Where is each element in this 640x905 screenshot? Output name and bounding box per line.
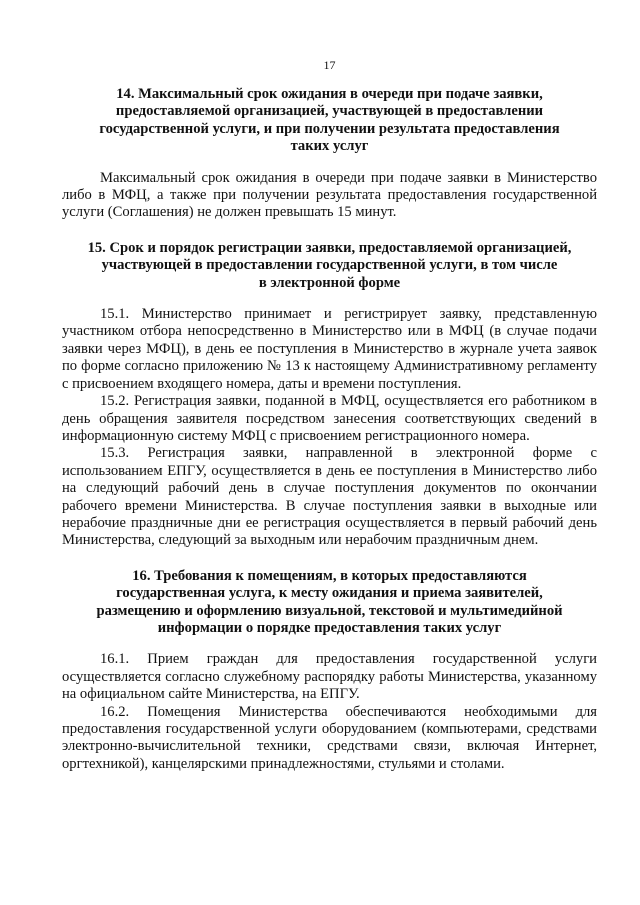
heading-line: предоставляемой организацией, участвующей в предоставлении [115,103,544,120]
section-15 [62,240,597,550]
section-heading [62,240,597,292]
document-page [62,58,597,773]
heading-line: информации о порядке предоставления таких услуг [157,619,502,636]
heading-line: государственной услуги, и при получении результата предоставления [99,120,560,137]
paragraph-15-1: 15.1. Министерство принимает и регистрирует заявку, представленную участником отбора непосредственно в Министерство или в МФЦ (в случае подачи заявки через МФЦ), в день ее поступления в Министерство в журнале учета заявок по форме согласно приложению № 13 к настоящему Административному регламенту с присвоением входящего номера, даты и времени поступления. [62,306,597,392]
paragraph-15-3: 15.3. Регистрация заявки, направленной в электронной форме с использованием ЕПГУ, осуществляется в день ее поступления в Министерство либо на следующий рабочий день в случае поступления документов по окончании рабочего времени Министерства. В случае поступления заявки в выходные или нерабочие праздничные дни ее регистрация осуществляется в первый рабочий день Министерства, следующий за выходным или нерабочим праздничным днем. [62,445,597,549]
paragraph-15-2: 15.2. Регистрация заявки, поданной в МФЦ, осуществляется его работником в день обращения заявителя посредством занесения соответствующих сведений в информационную систему МФЦ с присвоением регистрационного номера. [62,393,597,444]
heading-line: 15. Срок и порядок регистрации заявки, предоставляемой организацией, [87,239,572,256]
section-heading [62,568,597,638]
paragraph-16-1: 16.1. Прием граждан для предоставления государственной услуги осуществляется согласно служебному распорядку работы Министерства, указанному на официальном сайте Министерства, на ЕПГУ. [62,651,597,703]
heading-line: государственная услуга, к месту ожидания и приема заявителей, [116,585,543,602]
section-heading [62,86,597,156]
paragraph: Максимальный срок ожидания в очереди при подаче заявки в Министерство либо в МФЦ, а также при получении результата предоставления государственной услуги (Соглашения) не должен превышать 15 минут. [62,169,597,221]
section-14 [62,86,597,222]
heading-line: размещению и оформлению визуальной, текстовой и мультимедийной [96,602,563,619]
heading-line: участвующей в предоставлении государственной услуги, в том числе [101,257,558,274]
paragraph-16-2: 16.2. Помещения Министерства обеспечиваются необходимыми для предоставления государственной услуги оборудованием (компьютерами, средствами электронно-вычислительной техники, средствами связи, включая Интернет, оргтехникой), канцелярскими принадлежностями, стульями и столами. [62,703,597,772]
heading-line: таких услуг [290,138,369,155]
heading-line: 16. Требования к помещениям, в которых предоставляются [132,567,527,584]
heading-line: в электронной форме [258,274,401,291]
section-16 [62,568,597,773]
page-number: 17 [323,58,336,72]
heading-line: 14. Максимальный срок ожидания в очереди при подаче заявки, [116,86,543,102]
